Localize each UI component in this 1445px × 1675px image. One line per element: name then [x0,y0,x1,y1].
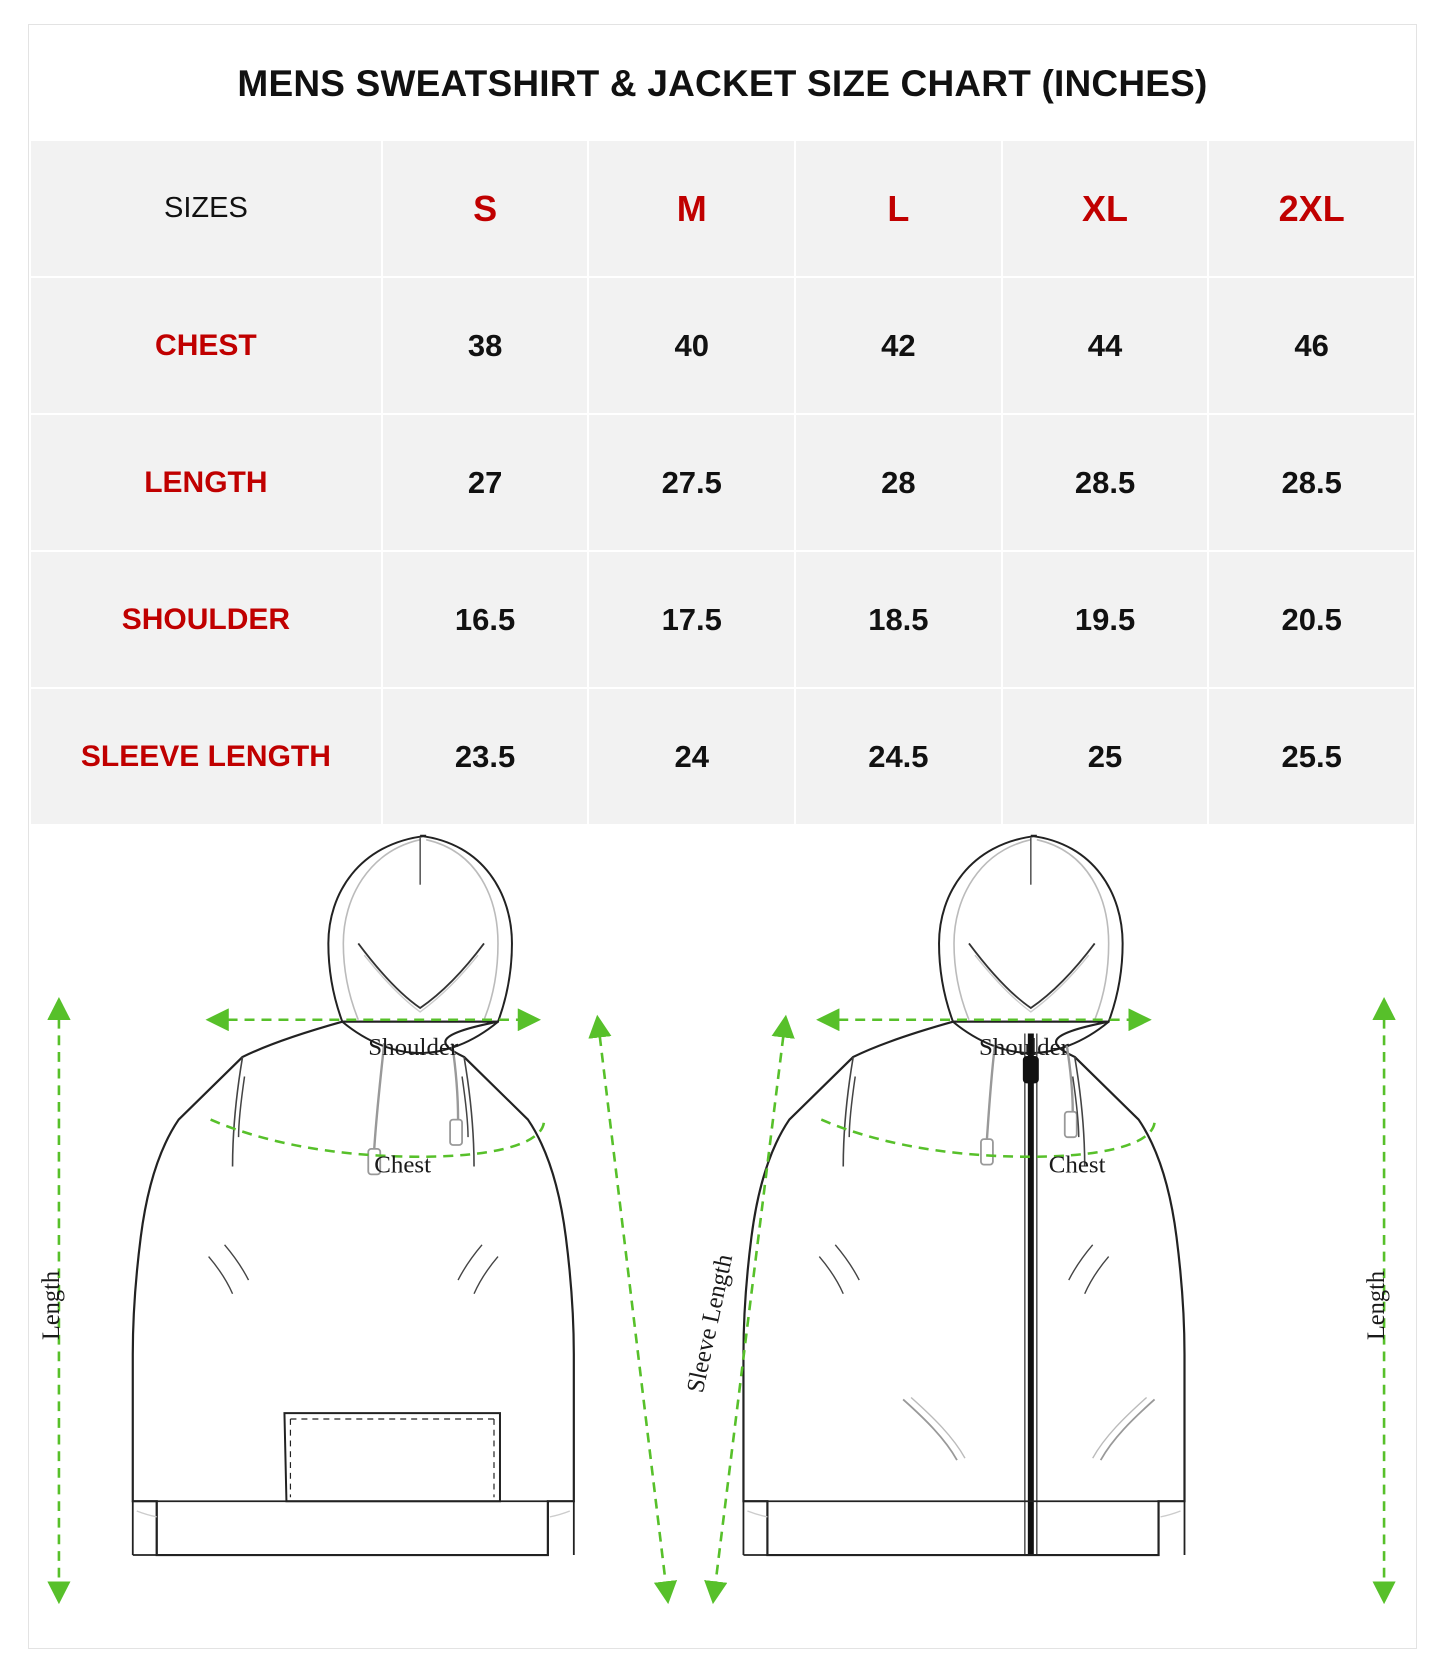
column-header-2xl: 2XL [1208,140,1415,277]
length-label-left: Length [37,1270,65,1341]
pullover-hoodie-art [133,836,574,1555]
cell-length-s: 27 [382,414,589,551]
cell-shoulder-2xl: 20.5 [1208,551,1415,688]
cell-length-2xl: 28.5 [1208,414,1415,551]
length-label-right: Length [1362,1270,1391,1341]
cell-length-m: 27.5 [588,414,795,551]
cell-length-xl: 28.5 [1002,414,1209,551]
table-row [30,688,1415,825]
page-title: MENS SWEATSHIRT & JACKET SIZE CHART (INCHES) [237,63,1208,104]
cell-shoulder-xl: 19.5 [1002,551,1209,688]
column-header-sizes: SIZES [30,140,382,277]
table-row [30,414,1415,551]
table-row [30,277,1415,414]
size-chart-card [28,24,1417,1649]
zip-jacket-art [743,836,1184,1555]
cell-sleeve-xl: 25 [1002,688,1209,825]
size-chart-table [29,139,1416,826]
shoulder-label-left: Shoulder [368,1034,459,1061]
chest-label-left: Chest [374,1151,432,1179]
cell-chest-2xl: 46 [1208,277,1415,414]
shoulder-label-right: Shoulder [978,1034,1069,1061]
table-row [30,551,1415,688]
cell-sleeve-l: 24.5 [795,688,1002,825]
cell-chest-l: 42 [795,277,1002,414]
sleeve-arrow-left [598,1020,668,1599]
cell-sleeve-2xl: 25.5 [1208,688,1415,825]
column-header-xl: XL [1002,140,1209,277]
cell-chest-m: 40 [588,277,795,414]
column-header-l: L [795,140,1002,277]
cell-chest-xl: 44 [1002,277,1209,414]
row-label-chest: CHEST [30,277,382,414]
cell-sleeve-m: 24 [588,688,795,825]
row-label-sleeve-length: SLEEVE LENGTH [30,688,382,825]
diagram-svg [29,826,1416,1648]
table-header-row [30,140,1415,277]
cell-sleeve-s: 23.5 [382,688,589,825]
chest-label-right: Chest [1048,1151,1106,1179]
cell-length-l: 28 [795,414,1002,551]
row-label-length: LENGTH [30,414,382,551]
sleeve-length-label: Sleeve Length [681,1252,739,1396]
column-header-s: S [382,140,589,277]
cell-shoulder-s: 16.5 [382,551,589,688]
column-header-m: M [588,140,795,277]
garment-diagrams [29,826,1416,1648]
row-label-shoulder: SHOULDER [30,551,382,688]
cell-shoulder-m: 17.5 [588,551,795,688]
cell-shoulder-l: 18.5 [795,551,1002,688]
cell-chest-s: 38 [382,277,589,414]
